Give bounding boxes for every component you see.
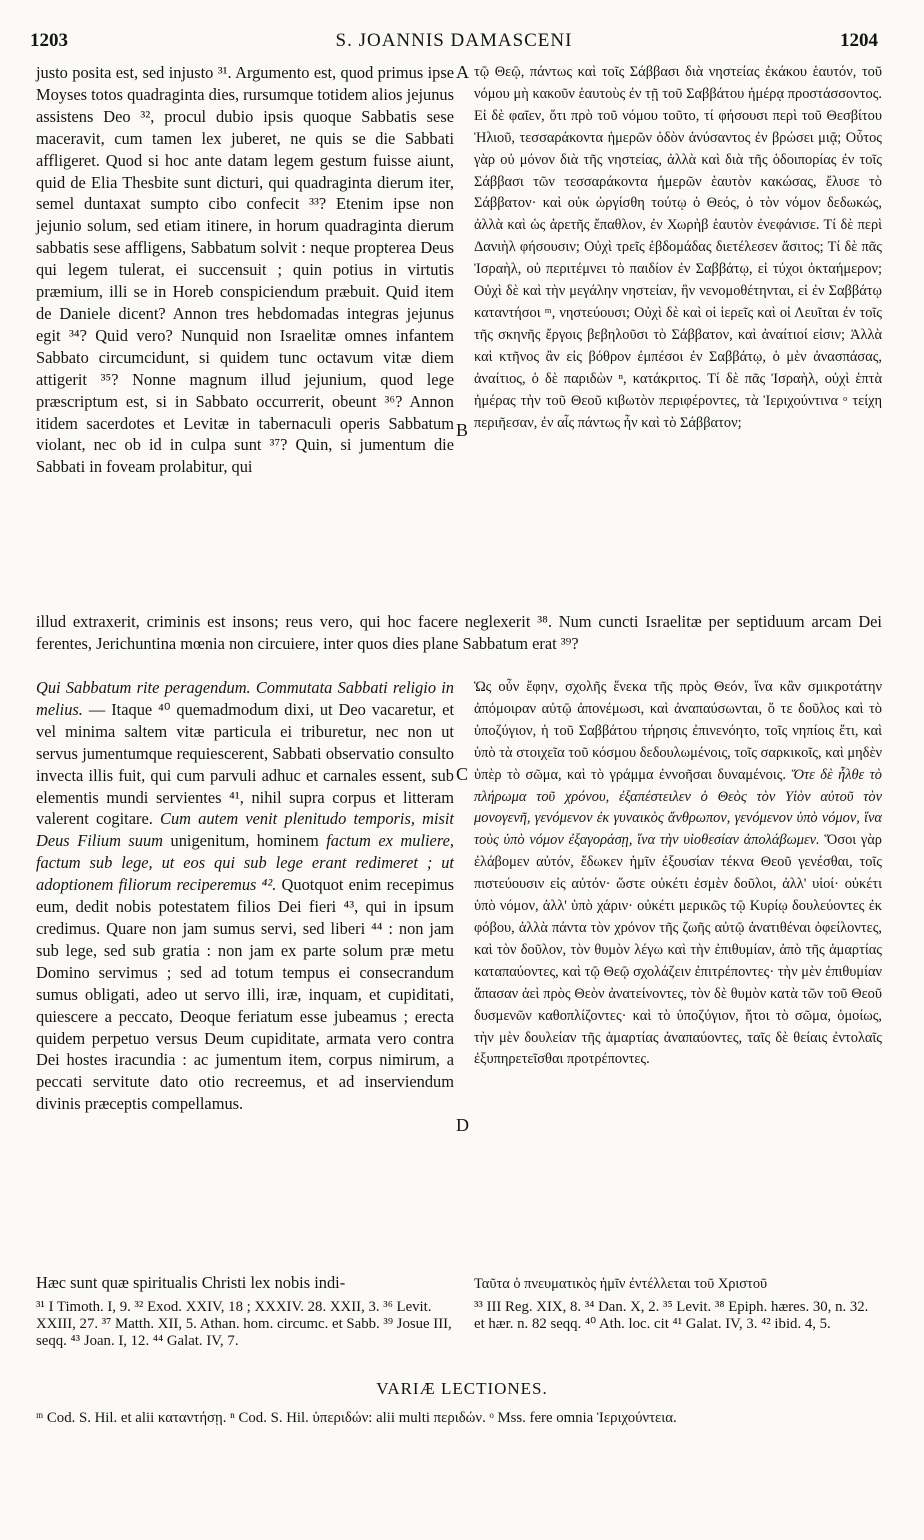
greek-paragraph: Ὡς οὖν ἔφην, σχολῆς ἕνεκα τῆς πρὸς Θεόν, ἵνα κἂν σμικροτάτην ἀπόμοιραν αὐτῷ ἀπονέμωσι, καὶ ἀναπαύσωνται, ὅ τε δοῦλος καὶ τὸ ὑποζύγιον, ἡ τοῦ Σαββάτου τήρησις ἐπινενόητο, τοῖς νηπίοις ἔτι, καὶ ὑπὸ τὰ στοιχεῖα τοῦ κόσμου δεδουλωμένοις, τοῖς σαρκικοῖς, καὶ μηδὲν ὑπὲρ τὸ σῶμα, καὶ τὸ γράμμα ἐννοῆσαι δυναμένοις. <box>474 679 882 783</box>
latin-section-heading: Qui Sabbatum rite peragendum. Commutata Sabbati religio in melius. <box>36 678 454 719</box>
latin-column-part1: justo posita est, sed injusto ³¹. Argumento est, quod primus ipse Moyses totos quadraginta dies, rursumque totidem alios jejunus assistens Deo ³², procul dubio ipsis quoque Sabbatis sese maceravit, cum tamen lex juberet, ne quis se die Sabbati affligeret. Quod si hoc ante datam legem gestum fuisse aiunt, quid de Elia Thesbite sunt dicturi, qui quadraginta dierum iter, semel duntaxat sumpto cibo confecit ³³? Etenim ipse non jejunio solum, sed etiam itinere, in horum quadraginta dierum sabbatis sese affligens, Sabbatum solvit : neque propterea Deus qui legem tulerat, ei succensuit ; quin potius in virtutis præmium, illi se in Horeb conspiciendum præbuit. Quid item de Daniele dicent? Annon tres hebdomadas integras jejunus egit ³⁴? Quid vero? Nunquid non Israelitæ omnes infantem Sabbato circumcidunt, si quidem tunc octavum vitæ diem attigerit ³⁵? Nonne magnum illud jejunium, quod lege præscriptum est, si in Sabbato occurrerit, obeunt ³⁶? Annon itidem sacerdotes et Levitæ in tabernaculi operis Sabbatum violant, nec ob id in culpa sunt ³⁷? Quin, si jumentum die Sabbati in foveam prolabitur, qui <box>36 63 454 477</box>
greek-scripture-quote: Ὅτε δὲ ἦλθε τὸ πλήρωμα τοῦ χρόνου, ἐξαπέστειλεν ὁ Θεὸς τὸν Υἱὸν αὐτοῦ τὸν μονογενῆ, γενόμενον ἐκ γυναικὸς ἄνθρωπον, γενόμενον ὑπὸ νόμον, ἵνα τοὺς ὑπὸ νόμον ἐξαγοράσῃ, ἵνα τὴν υἱοθεσίαν ἀπολάβωμεν. <box>474 766 882 849</box>
latin-paragraph-mid: unigenitum, hominem <box>170 831 319 851</box>
latin-column-part3: Hæc sunt quæ spiritualis Christi lex nobis indi- <box>36 1273 346 1292</box>
latin-column-part2 <box>36 677 454 1115</box>
latin-paragraph: — Itaque ⁴⁰ quemadmodum dixi, ut Deo vacaretur, et vel minima saltem vitæ particula ei triburetur, nec non ut servus jumentumque requiescerent, Sabbati observatio consulto invecta illis fuit, qui cum parvuli adhuc et carnales essent, sub elementis mundi servientes ⁴¹, nihil supra corpus et litteram valerent cogitare. <box>36 699 454 829</box>
variae-lectiones-heading: VARIÆ LECTIONES. <box>376 1379 548 1398</box>
footnotes-left: ³¹ I Timoth. I, 9. ³² Exod. XXIV, 18 ; XXXIV. 28. XXII, 3. ³⁶ Levit. XXIII, 27. ³⁷ Matth. XII, 5. Athan. hom. circumc. et Sabb. ³⁹ Josue III, seqq. ⁴³ Joan. I, 12. ⁴⁴ Galat. IV, 7. <box>36 1299 452 1349</box>
latin-paragraph-rest: Quotquot enim recepimus eum, dedit nobis potestatem filios Dei fieri ⁴³, qui in ipsum credimus. Quare non jam sumus servi, sed liberi ⁴⁴ : non jam sub lege, sed sub gratia : non jam ex parte solum præ metu Domino servimus ; sed ad totum tempus ei consecrandum sumus obligati, adeo ut servo illi, iræ, inquam, et cupiditati, quiescere a peccato, Deoque feriatum esse jubeamus ; erecta quidem perpetuo versus Deum cupiditate, armata vero contra Dei hostes iracundia : ac jumentum item, corpus nimirum, a peccati servitute dato otio recreemus, et ad inserviendum divinis præceptis compellamus. <box>36 875 454 1114</box>
greek-column-part2 <box>474 677 882 1071</box>
latin-scripture-quote: Cum autem venit plenitudo temporis, misit Deus Filium suum <box>36 809 454 851</box>
margin-letter-b: B <box>456 420 469 440</box>
page-number-left: 1203 <box>30 30 68 51</box>
margin-letter-c: C <box>456 764 469 784</box>
latin-scripture-quote-2: factum ex muliere, factum sub lege, ut eos qui sub lege erant redimeret ; ut adoptionem filiorum reciperemus ⁴². <box>36 831 454 895</box>
running-title: S. JOANNIS DAMASCENI <box>335 30 573 51</box>
margin-letter-d: D <box>456 1115 469 1135</box>
greek-column-part1: τῷ Θεῷ, πάντως καὶ τοῖς Σάββασι διὰ νηστείας ἐκάκου ἑαυτόν, τοῦ νόμου μὴ κακοῦν ἑαυτοὺς ἐν τῇ τοῦ Σαββάτου ἡμέρᾳ προστάσσοντος. Εἰ δὲ φαῖεν, ὅτι πρὸ τοῦ νόμου τοῦτο, τί φήσουσι περὶ τοῦ Θεσβίτου Ἡλιοῦ, τεσσαράκοντα ἡμερῶν ὁδὸν ἀνύσαντος ἐν βρώσει μιᾷ; Οὗτος γὰρ οὐ μόνον διὰ τῆς νηστείας, ἀλλὰ καὶ διὰ τῆς ὁδοιπορίας ἐν τοῖς Σάββασι τῶν τεσσαράκοντα ἡμερῶν ἑαυτὸν κακώσας, ἔλυσε τὸ Σάββατον· καὶ οὐκ ὠργίσθη τούτῳ ὁ Θεός, ὁ τὸν νόμον δεδωκώς, ἀλλὰ καὶ ὡς ἀρετῆς ἔπαθλον, ἐν Χωρὴβ ἑαυτὸν ἐνεφάνισε. Τί δὲ περὶ Δανιὴλ φήσουσιν; Οὐχὶ τρεῖς ἑβδομάδας διετέλεσεν ἄσιτος; Τί δὲ πᾶς Ἰσραὴλ, οὐ περιτέμνει τὸ παιδίον ἐν Σαββάτῳ, εἰ τύχοι ὀκταήμερον; Οὐχὶ δὲ καὶ τὴν μεγάλην νηστείαν, ἣν νενομοθέτηνται, εἰ ἐν Σαββάτῳ καταντήσοι ᵐ, νηστεύουσι; Οὐχὶ δὲ καὶ οἱ ἱερεῖς καὶ οἱ Λευῖται ἐν τοῖς τῆς σκηνῆς ἔργοις βεβηλοῦσι τὸ Σάββατον, καὶ ἀναίτιοί εἰσιν; Ἀλλὰ καὶ κτῆνος ἂν εἰς βόθρον ἐμπέσοι ἐν Σαββάτῳ, ὁ μὲν ἀνασπάσας, ἀναίτιος, ὁ δὲ παριδὼν ⁿ, κατάκριτος. Τί δὲ πᾶς Ἰσραὴλ, οὐχὶ ἑπτὰ ἡμέρας τὴν τοῦ Θεοῦ κιβωτὸν περιφέροντες, τὰ Ἱεριχούντινα ᵒ τείχη περιῆεσαν, ἐν αἷς πάντως ἦν καὶ τὸ Σάββατον; <box>474 64 882 431</box>
page-number-right: 1204 <box>840 30 878 51</box>
greek-column-part3: Ταῦτα ὁ πνευματικὸς ἡμῖν ἐντέλλεται τοῦ Χριστοῦ <box>474 1276 768 1292</box>
footnotes-right: ³³ III Reg. XIX, 8. ³⁴ Dan. X, 2. ³⁵ Levit. ³⁸ Epiph. hæres. 30, n. 32. et hær. n. 82 seqq. ⁴⁰ Ath. loc. cit ⁴¹ Galat. IV, 3. ⁴² ibid. 4, 5. <box>474 1299 869 1332</box>
variae-lectiones-text: ᵐ Cod. S. Hil. et alii καταντήσῃ. ⁿ Cod. S. Hil. ὑπεριδών: alii multi περιδών. ᵒ Mss. fere omnia Ἱεριχούντεια. <box>36 1410 677 1426</box>
margin-letter-a: A <box>456 62 469 82</box>
full-width-latin-passage: illud extraxerit, criminis est insons; reus vero, qui hoc facere neglexerit ³⁸. Num cuncti Israelitæ per septiduum arcam Dei ferentes, Jerichuntina mœnia non circuiere, inter quos dies plane Sabbatum erat ³⁹? <box>36 612 882 653</box>
greek-paragraph-rest: Ὅσοι γὰρ ἐλάβομεν αὐτόν, ἔδωκεν ἡμῖν ἐξουσίαν τέκνα Θεοῦ γενέσθαι, τοῖς πιστεύουσιν εἰς αὐτόν· ὥστε οὐκέτι ἐσμὲν δοῦλοι, ἀλλ' υἱοί· οὐκέτι ὑπὸ νόμον, ἀλλ' ὑπὸ χάριν· οὐκέτι μερικῶς τῷ Κυρίῳ δουλεύοντες ἐκ φόβου, ἀλλὰ πάντα τὸν χρόνον τῆς ζωῆς αὐτῷ ἀνατιθέναι ὀφείλοντες, καὶ τὸν δοῦλον, τὸν θυμὸν λέγω καὶ τὴν ἐπιθυμίαν, ἀπὸ τῆς ἁμαρτίας καταπαύοντες, καὶ τῷ Θεῷ σχολάζειν ἐπιτρέποντες· τὴν μὲν ἐπιθυμίαν ἅπασαν ἀεὶ πρὸς Θεὸν ἀνατείνοντες, τὸν δὲ θυμὸν κατὰ τῶν τοῦ Θεοῦ δυσμενῶν καθοπλίζοντες· καὶ τὸ ὑποζύγιον, ἤτοι τὸ σῶμα, ὁμοίως, τὴν μὲν δουλείαν τῆς ἁμαρτίας ἀναπαύοντες, ταῖς δὲ θείαις ἐντολαῖς ἐξυπηρετεῖσθαι προτρέποντες. <box>474 832 882 1068</box>
page-header <box>30 30 878 60</box>
